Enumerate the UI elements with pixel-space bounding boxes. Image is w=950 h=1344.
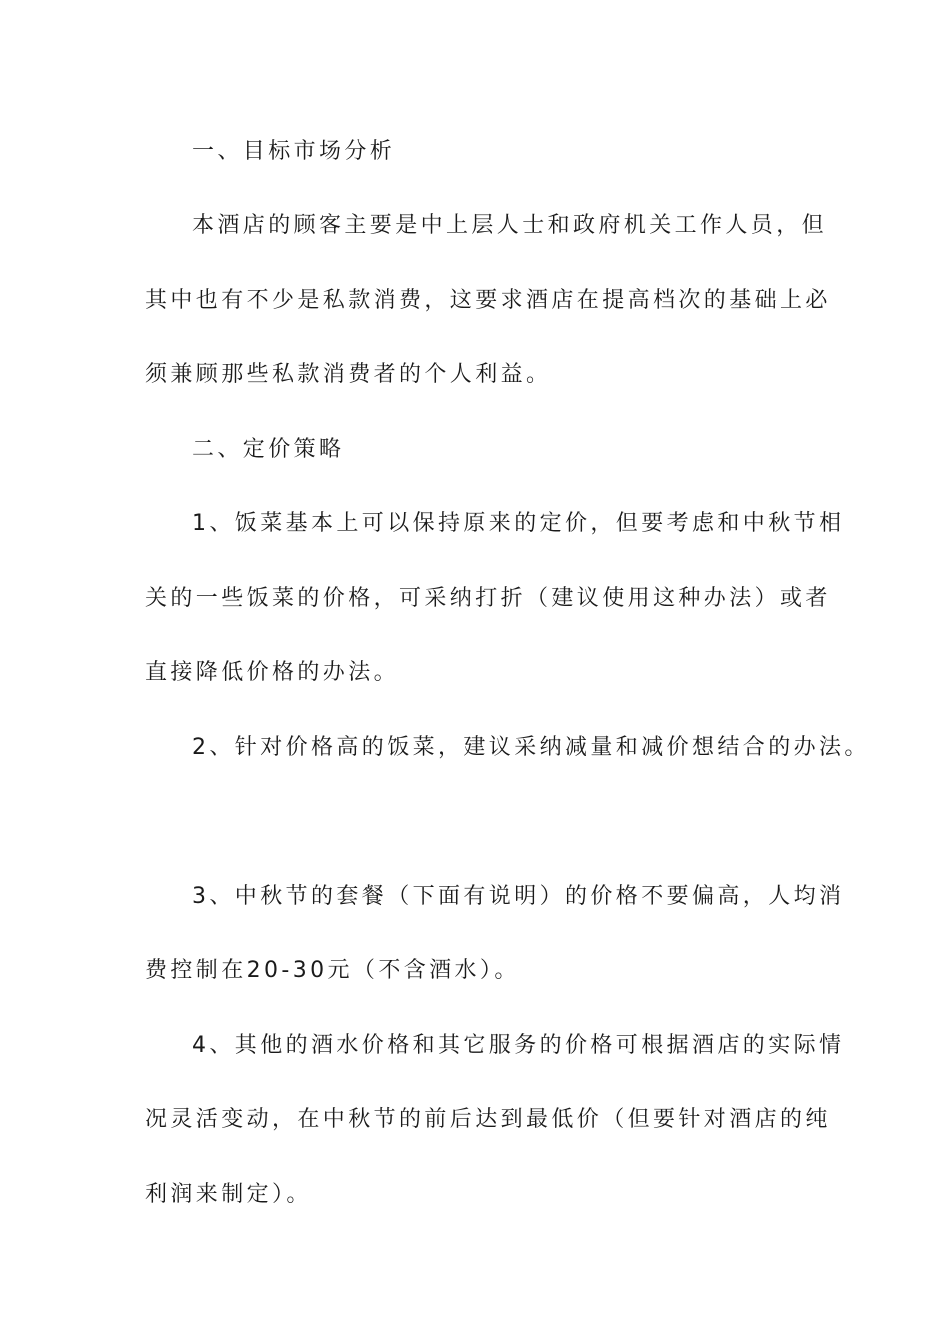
paragraph-line: 须兼顾那些私款消费者的个人利益。 xyxy=(145,362,552,387)
list-item-line: 利润来制定）。 xyxy=(145,1182,312,1207)
list-item-line: 关的一些饭菜的价格，可采纳打折（建议使用这种办法）或者 xyxy=(145,586,831,611)
list-item-line: 况灵活变动，在中秋节的前后达到最低价（但要针对酒店的纯 xyxy=(145,1107,831,1132)
section-heading-target-market: 一、目标市场分析 xyxy=(192,139,396,164)
paragraph-line: 其中也有不少是私款消费，这要求酒店在提高档次的基础上必 xyxy=(145,288,831,313)
list-item-line: 2、针对价格高的饭菜，建议采纳减量和减价想结合的办法。 xyxy=(192,735,870,760)
section-heading-pricing: 二、定价策略 xyxy=(192,437,345,462)
paragraph-line: 本酒店的顾客主要是中上层人士和政府机关工作人员，但 xyxy=(192,213,828,238)
list-item-line: 费控制在20-30元（不含酒水）。 xyxy=(145,958,520,983)
list-item-line: 3、中秋节的套餐（下面有说明）的价格不要偏高，人均消 xyxy=(192,884,845,909)
list-item-line: 直接降低价格的办法。 xyxy=(145,660,400,685)
list-item-line: 1、饭菜基本上可以保持原来的定价，但要考虑和中秋节相 xyxy=(192,511,845,536)
list-item-line: 4、其他的酒水价格和其它服务的价格可根据酒店的实际情 xyxy=(192,1033,845,1058)
